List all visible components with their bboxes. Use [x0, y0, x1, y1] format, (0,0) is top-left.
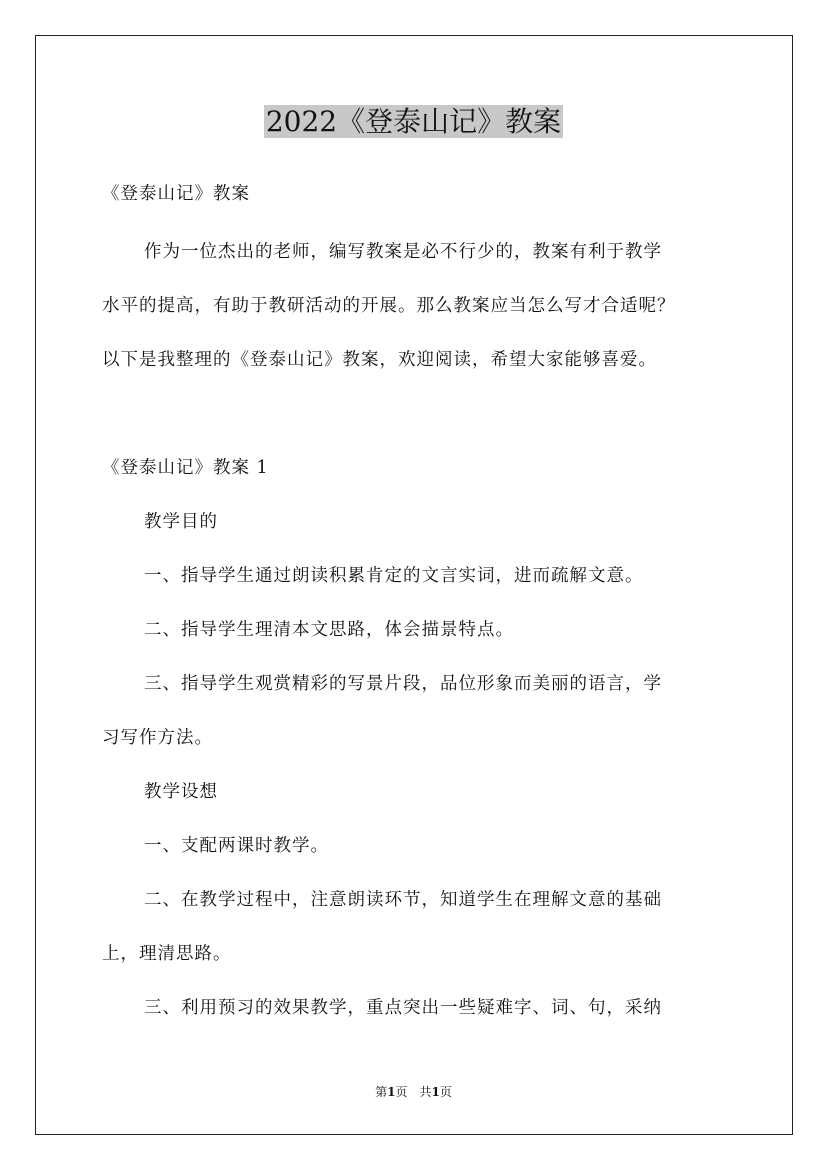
- paragraph-line: 一、指导学生通过朗读积累肯定的文言实词，进而疏解文意。: [144, 566, 644, 586]
- page-number: 1: [387, 1085, 396, 1099]
- paragraph-line: 二、在教学过程中，注意朗读环节，知道学生在理解文意的基础: [144, 890, 662, 910]
- paragraph-line: 三、利用预习的效果教学，重点突出一些疑难字、词、句，采纳: [144, 998, 662, 1018]
- doc-heading: 《登泰山记》教案: [102, 184, 250, 204]
- paragraph-line: 二、指导学生理清本文思路，体会描景特点。: [144, 620, 514, 640]
- paragraph-line: 习写作方法。: [102, 728, 213, 748]
- footer-text: 第: [375, 1085, 388, 1099]
- paragraph-line: 水平的提高，有助于教研活动的开展。那么教案应当怎么写才合适呢？: [102, 296, 676, 316]
- page-total: 1: [431, 1085, 440, 1099]
- page-footer: [0, 1083, 827, 1100]
- subheading: 教学设想: [144, 782, 218, 802]
- paragraph-line: 一、支配两课时教学。: [144, 836, 329, 856]
- paragraph-line: 三、指导学生观赏精彩的写景片段，品位形象而美丽的语言，学: [144, 674, 662, 694]
- section-heading: 《登泰山记》教案 1: [102, 458, 269, 478]
- footer-text: 页 共: [395, 1085, 432, 1099]
- paragraph-line: 上，理清思路。: [102, 944, 232, 964]
- document-title: 2022《登泰山记》教案: [265, 105, 562, 138]
- paragraph-line: 作为一位杰出的老师，编写教案是必不行少的，教案有利于教学: [144, 242, 662, 262]
- footer-text: 页: [439, 1085, 452, 1099]
- subheading: 教学目的: [144, 512, 218, 532]
- paragraph-line: 以下是我整理的《登泰山记》教案，欢迎阅读，希望大家能够喜爱。: [102, 350, 657, 370]
